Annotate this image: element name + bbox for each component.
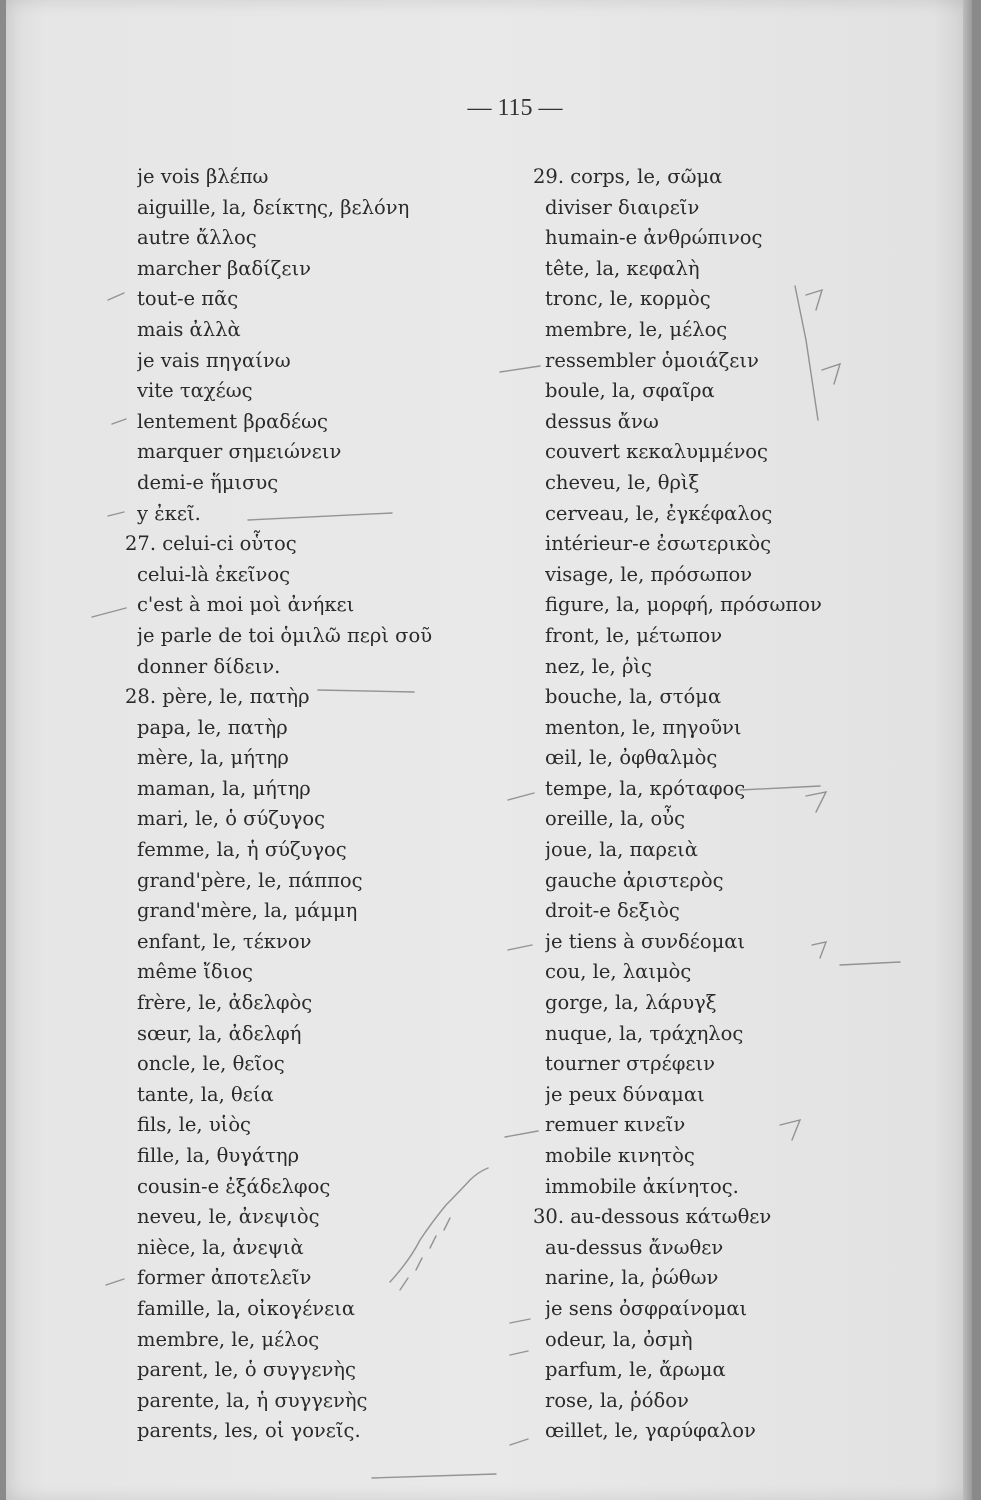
vocabulary-column-left bbox=[125, 162, 517, 1447]
vocab-entry: parents, les, οἱ γονεῖς. bbox=[137, 1419, 361, 1443]
vocab-entry: ressembler ὁμοιάζειν bbox=[545, 348, 759, 372]
vocab-entry: tête, la, κεφαλὴ bbox=[545, 256, 700, 280]
vocab-entry: vite ταχέως bbox=[137, 379, 253, 403]
vocab-entry: parent, le, ὁ συγγενὴς bbox=[137, 1358, 356, 1382]
vocab-entry: membre, le, μέλος bbox=[545, 317, 728, 341]
vocab-entry: y ἐκεῖ. bbox=[137, 501, 201, 525]
vocab-entry: même ἴδιος bbox=[137, 960, 253, 984]
vocab-entry: figure, la, μορφή, πρόσωπον bbox=[545, 593, 822, 617]
vocab-entry: tronc, le, κορμὸς bbox=[545, 287, 711, 311]
vocab-entry: cou, le, λαιμὸς bbox=[545, 960, 692, 984]
vocab-entry: nuque, la, τράχηλος bbox=[545, 1021, 744, 1045]
vocab-entry: menton, le, πηγοῦνι bbox=[545, 715, 742, 739]
vocab-entry: mais ἀλλὰ bbox=[137, 317, 241, 341]
vocab-entry: mobile κινητὸς bbox=[545, 1144, 695, 1167]
vocab-entry: lentement βραδέως bbox=[137, 409, 328, 433]
vocab-entry: famille, la, οἰκογένεια bbox=[137, 1296, 356, 1320]
vocab-entry: grand'père, le, πάππος bbox=[137, 868, 363, 892]
vocab-entry: femme, la, ἡ σύζυγος bbox=[137, 838, 347, 862]
vocab-entry: grand'mère, la, μάμμη bbox=[137, 899, 358, 923]
vocab-entry: 28. père, le, πατὴρ bbox=[125, 685, 310, 709]
vocab-entry: je vais πηγαίνω bbox=[137, 348, 291, 372]
vocab-entry: demi-e ἥμισυς bbox=[137, 470, 279, 494]
vocab-entry: œil, le, ὀφθαλμὸς bbox=[545, 746, 718, 770]
vocab-entry: tourner στρέφειν bbox=[545, 1052, 715, 1076]
vocab-entry: fils, le, υἱὸς bbox=[137, 1113, 251, 1137]
vocab-entry: maman, la, μήτηρ bbox=[137, 776, 311, 800]
vocab-entry: cheveu, le, θρὶξ bbox=[545, 470, 700, 494]
vocab-entry: couvert κεκαλυμμένος bbox=[545, 440, 768, 464]
vocab-entry: nez, le, ῥὶς bbox=[545, 654, 652, 678]
vocab-entry: gorge, la, λάρυγξ bbox=[545, 991, 717, 1015]
vocab-entry: frère, le, ἀδελφὸς bbox=[137, 991, 313, 1015]
vocab-entry: tante, la, θεία bbox=[137, 1082, 274, 1106]
vocabulary-column-right bbox=[533, 162, 945, 1447]
vocab-entry: parfum, le, ἄρωμα bbox=[545, 1358, 726, 1382]
vocab-entry: celui-là ἐκεῖνος bbox=[137, 562, 291, 586]
vocab-entry: tout-e πᾶς bbox=[137, 287, 239, 311]
vocab-entry: former ἀποτελεῖν bbox=[137, 1266, 312, 1290]
vocab-entry: joue, la, παρειὰ bbox=[545, 838, 698, 862]
vocab-entry: fille, la, θυγάτηρ bbox=[137, 1144, 300, 1167]
vocab-entry: diviser διαιρεῖν bbox=[545, 195, 700, 219]
vocab-entry: oncle, le, θεῖος bbox=[137, 1052, 285, 1076]
vocab-entry: nièce, la, ἀνεψιὰ bbox=[137, 1235, 304, 1259]
vocab-entry: rose, la, ῥόδον bbox=[545, 1388, 689, 1412]
vocab-entry: visage, le, πρόσωπον bbox=[545, 562, 753, 586]
vocab-entry: parente, la, ἡ συγγενὴς bbox=[137, 1388, 368, 1412]
vocab-entry: enfant, le, τέκνον bbox=[137, 929, 312, 953]
vocab-entry: odeur, la, ὀσμὴ bbox=[545, 1327, 693, 1351]
vocab-entry: mari, le, ὁ σύζυγος bbox=[137, 807, 326, 831]
vocab-entry: intérieur-e ἐσωτερικὸς bbox=[545, 532, 772, 556]
vocab-entry: tempe, la, κρόταφος bbox=[545, 776, 746, 800]
vocab-entry: c'est à moi μοὶ ἀνήκει bbox=[137, 593, 355, 617]
vocab-entry: cerveau, le, ἐγκέφαλος bbox=[545, 501, 773, 525]
vocab-entry: immobile ἀκίνητος. bbox=[545, 1174, 739, 1198]
vocab-entry: droit-e δεξιὸς bbox=[545, 899, 680, 923]
vocab-entry: boule, la, σφαῖρα bbox=[545, 379, 715, 403]
vocab-entry: front, le, μέτωπον bbox=[545, 623, 723, 647]
vocab-entry: humain-e ἀνθρώπινος bbox=[545, 226, 763, 250]
page-number: — 115 — bbox=[467, 95, 563, 121]
vocab-entry: marquer σημειώνειν bbox=[137, 440, 342, 464]
vocab-entry: bouche, la, στόμα bbox=[545, 685, 722, 709]
vocab-entry: oreille, la, οὖς bbox=[545, 807, 686, 831]
vocab-entry: je peux δύναμαι bbox=[545, 1082, 705, 1106]
vocab-entry: papa, le, πατὴρ bbox=[137, 715, 288, 739]
vocab-entry: je parle de toi ὁμιλῶ περὶ σοῦ bbox=[137, 623, 433, 647]
vocab-entry: aiguille, la, δείκτης, βελόνη bbox=[137, 195, 410, 219]
vocab-entry: donner δίδειν. bbox=[137, 654, 281, 678]
vocab-entry: au-dessus ἄνωθεν bbox=[545, 1235, 724, 1259]
vocab-entry: neveu, le, ἀνεψιὸς bbox=[137, 1205, 320, 1229]
vocab-entry: 27. celui-ci οὗτος bbox=[125, 532, 297, 556]
vocab-entry: narine, la, ῥώθων bbox=[545, 1266, 719, 1290]
vocab-entry: marcher βαδίζειν bbox=[137, 256, 311, 280]
vocab-entry: autre ἄλλος bbox=[137, 226, 257, 250]
vocab-entry: mère, la, μήτηρ bbox=[137, 746, 289, 770]
vocab-entry: membre, le, μέλος bbox=[137, 1327, 320, 1351]
page-edge bbox=[963, 0, 972, 1500]
vocab-entry: je vois βλέπω bbox=[137, 165, 269, 188]
vocab-entry: je tiens à συνδέομαι bbox=[545, 929, 746, 953]
vocab-entry: remuer κινεῖν bbox=[545, 1113, 686, 1137]
vocab-entry: sœur, la, ἀδελφή bbox=[137, 1021, 302, 1045]
vocab-entry: 29. corps, le, σῶμα bbox=[533, 165, 723, 188]
vocab-entry: cousin-e ἐξάδελφος bbox=[137, 1174, 331, 1198]
vocab-entry: gauche ἀριστερὸς bbox=[545, 868, 724, 892]
vocab-entry: dessus ἄνω bbox=[545, 409, 659, 433]
vocab-entry: je sens ὀσφραίνομαι bbox=[545, 1296, 748, 1320]
vocab-entry: 30. au-dessous κάτωθεν bbox=[533, 1205, 772, 1229]
vocab-entry: œillet, le, γαρύφαλον bbox=[545, 1419, 756, 1443]
